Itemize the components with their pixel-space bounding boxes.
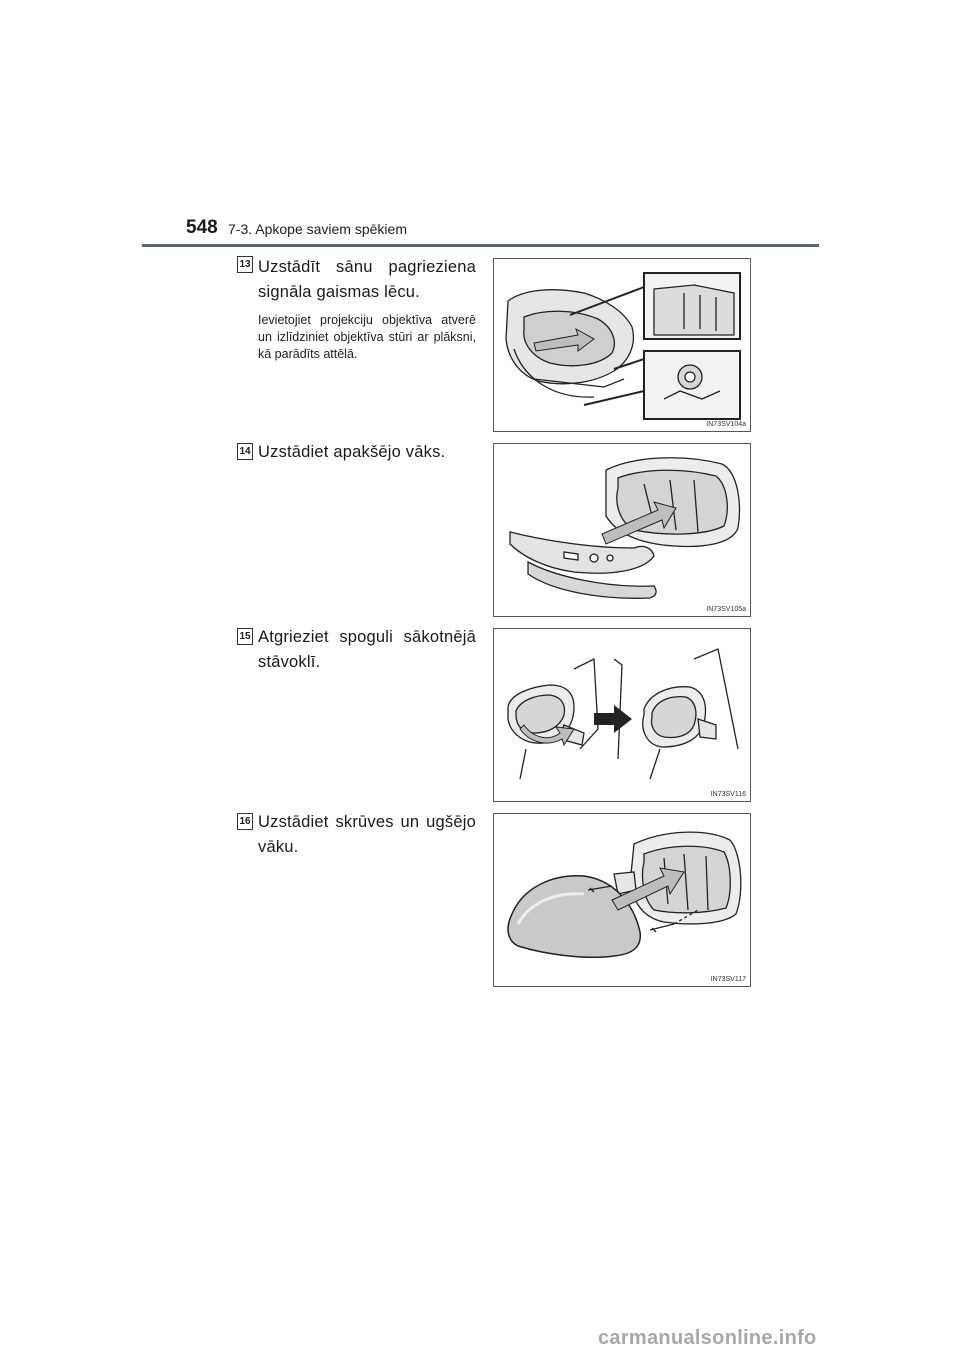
header-divider [142, 244, 819, 247]
mirror-return-diagram-svg [494, 629, 750, 801]
step-number-badge: 16 [237, 813, 253, 830]
upper-cover-diagram-svg [494, 814, 750, 986]
upper-cover-illustration [493, 813, 751, 987]
mirror-return-illustration [493, 628, 751, 802]
figure-code: IN73SV116 [710, 791, 746, 798]
lower-cover-illustration [493, 443, 751, 617]
step-title: Uzstādīt sānu pagrieziena signāla gaismas lēcu. [258, 258, 476, 301]
figure-code: IN73SV117 [710, 976, 746, 983]
lens-diagram-svg [494, 259, 750, 431]
step-description: Ievietojiet projekciju objektīva atverē un izlīdziniet objektīva stūri ar plāksni, kā parādīts attēlā. [258, 313, 476, 361]
step-title: Uzstādiet apakšējo vāks. [258, 443, 446, 461]
figure-code: IN73SV104a [706, 421, 746, 428]
step-title: Uzstādiet skrūves un ugšējo vāku. [258, 813, 476, 856]
page-number: 548 [186, 217, 218, 238]
lower-cover-diagram-svg [494, 444, 750, 616]
step-title: Atgrieziet spoguli sākotnējā stāvoklī. [258, 628, 476, 671]
figure-code: IN73SV105a [706, 606, 746, 613]
step-number-badge: 15 [237, 628, 253, 645]
step-number-badge: 14 [237, 443, 253, 460]
turn-signal-lens-illustration [493, 258, 751, 432]
watermark: carmanualsonline.info [598, 1327, 817, 1349]
step-number-badge: 13 [237, 256, 253, 273]
section-title: 7-3. Apkope saviem spēkiem [228, 221, 407, 237]
